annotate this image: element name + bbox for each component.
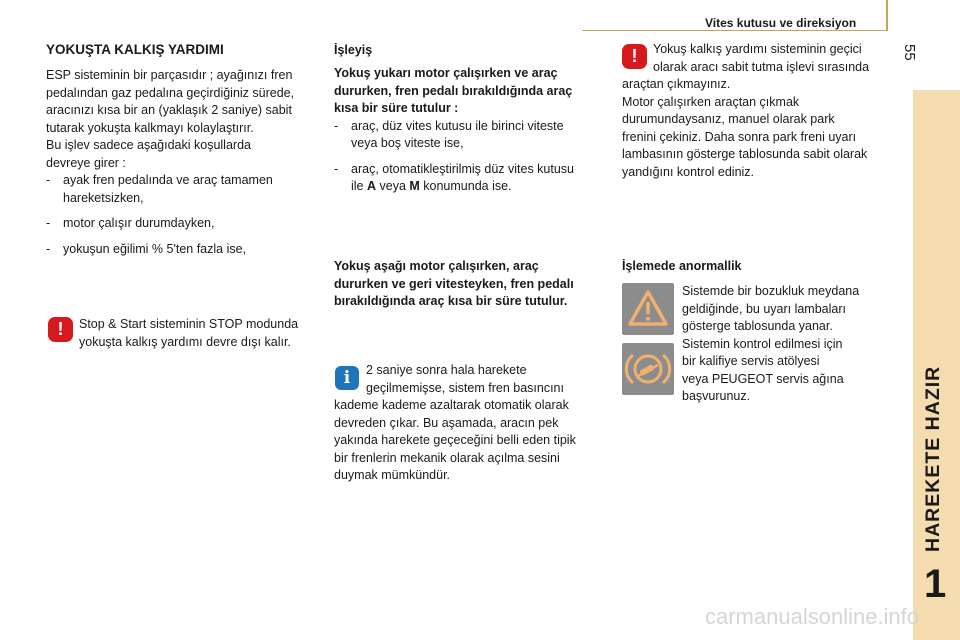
intro-line: Bu işlev sadece aşağıdaki koşullarda <box>46 138 251 152</box>
subheading-anomaly: İşlemede anormallik <box>622 259 742 273</box>
subheading-operation: İşleyiş <box>334 43 373 57</box>
intro-line: pedalından gaz pedalına geçirdiğiniz sürede, <box>46 85 295 100</box>
intro-line: aracınızı kısa bir an (yaklaşık 2 saniye) sabit <box>46 103 292 117</box>
uphill-item: - araç, otomatikleştirilmiş düz vites kutusu <box>334 161 574 176</box>
uphill-title: dururken, fren pedalı bırakıldığında araç <box>334 83 573 98</box>
condition-item: - motor çalışır durumdayken, <box>46 216 215 230</box>
uphill-title: kısa bir süre tutulur : <box>334 101 459 115</box>
column-1 <box>46 41 321 258</box>
uphill-item-cont: ile A veya M konumunda ise. <box>351 179 512 193</box>
header-rule <box>582 30 888 31</box>
chapter-number: 1 <box>924 562 947 606</box>
intro-line: devreye girer : <box>46 155 126 170</box>
info-icon: i <box>335 366 359 390</box>
warning-icon: ! <box>48 317 73 342</box>
hill-assist-lamp-icon <box>622 343 674 395</box>
condition-item: - yokuşun eğilimi % 5'ten fazla ise, <box>46 241 247 256</box>
column-2 <box>334 41 604 196</box>
downhill-title: dururken ve geri vitesteyken, fren pedalı <box>334 276 574 291</box>
condition-item: - ayak fren pedalında ve araç tamamen hareketsizken, <box>46 173 273 205</box>
warning-note-head: Yokuş kalkış yardımı sisteminin geçici olarak aracı sabit tutma işlevi sırasında <box>653 42 870 74</box>
warning-note-stop-start: Stop & Start sisteminin STOP modunda yokuşta kalkış yardımı devre dışı kalır. <box>79 317 299 349</box>
page-number: 55 <box>901 44 918 61</box>
uphill-item: - araç, düz vites kutusu ile birinci viteste <box>334 118 564 133</box>
section-heading: YOKUŞTA KALKIŞ YARDIMI <box>46 42 224 57</box>
uphill-title: Yokuş yukarı motor çalışırken ve araç <box>334 66 558 80</box>
chapter-tab-label: HAREKETE HAZIR <box>922 365 944 552</box>
downhill-title: bırakıldığında araç kısa bir süre tutulur. <box>334 294 568 308</box>
watermark: carmanualsonline.info <box>705 604 920 629</box>
intro-line: ESP sisteminin bir parçasıdır ; ayağınızı fren <box>46 68 293 82</box>
downhill-title: Yokuş aşağı motor çalışırken, araç <box>334 259 539 273</box>
info-note-head: 2 saniye sonra hala harekete geçilmemişse, sistem fren basıncını <box>366 363 564 395</box>
warning-triangle-lamp-icon <box>622 283 674 335</box>
info-note-body: kademe kademe azaltarak otomatik olarak devreden çıkar. Bu aşamada, aracın pek yakında harekete geçeceğini belli eden tipik bir frenlerin mekanik olarak açılma sesini duymak mümkündür. <box>334 398 576 482</box>
warning-note-body: araçtan çıkmayınız. Motor çalışırken araçtan çıkmak durumundaysanız, manuel olarak park frenini çekiniz. Daha sonra park freni uyarı lambasının gösterge tablosunda sabit olarak yandığını kontrol ediniz. <box>622 77 868 179</box>
section-title: Vites kutusu ve direksiyon <box>705 16 857 30</box>
anomaly-text: Sistemde bir bozukluk meydana geldiğinde, bu uyarı lambaları gösterge tablosunda yanar. Sistemin kontrol edilmesi için bir kalifiye servis atölyesi veya PEUGEOT servis ağına başvurunuz. <box>682 284 860 403</box>
warning-icon: ! <box>622 44 647 69</box>
intro-line: tutarak yokuşta kalkmayı kolaylaştırır. <box>46 120 254 135</box>
downhill-block <box>334 258 604 311</box>
uphill-item-cont: veya boş viteste ise, <box>351 136 464 150</box>
header-rule-vertical <box>886 0 888 31</box>
